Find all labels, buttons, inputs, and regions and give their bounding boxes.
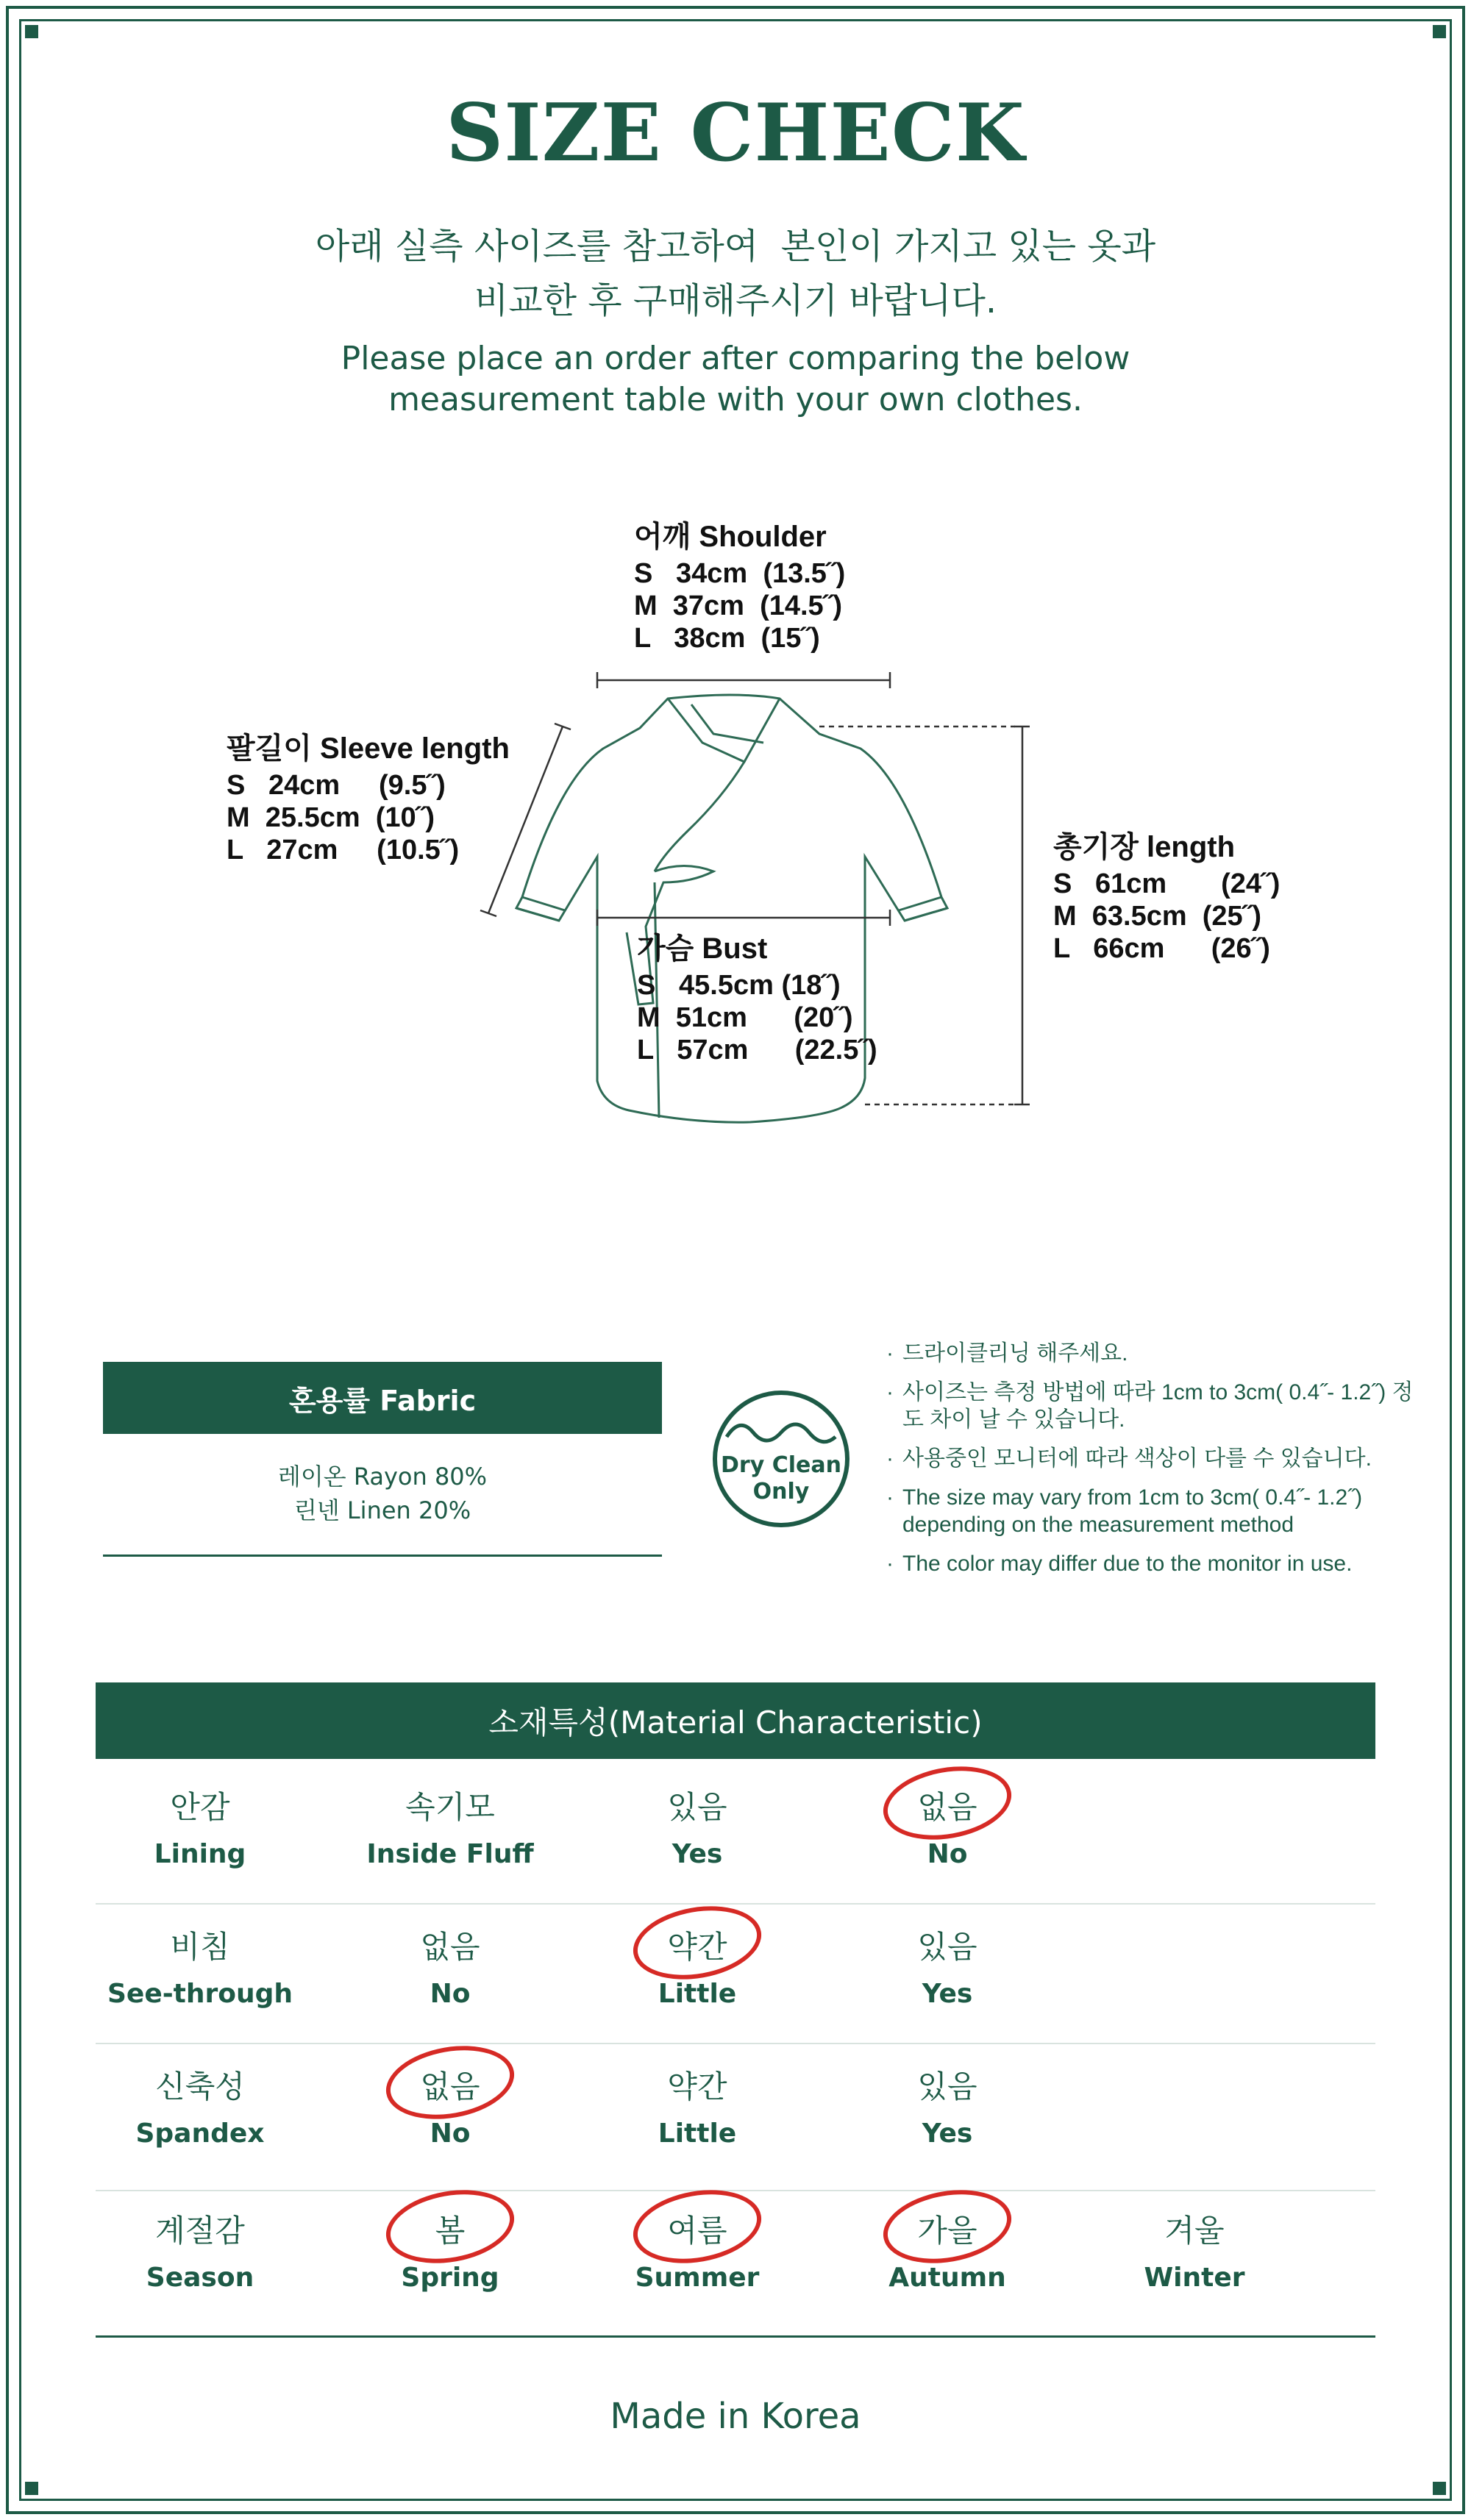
material-option-kr: 있음 xyxy=(917,1929,977,1965)
intro-korean xyxy=(0,219,1471,328)
material-option-en: No xyxy=(927,1839,968,1869)
material-row-label-en: Season xyxy=(146,2263,254,2293)
care-note: · The color may differ due to the monitor in use. xyxy=(886,1552,1353,1576)
corner-mark xyxy=(1433,25,1446,38)
material-option xyxy=(340,1928,560,2012)
material-option-en: Yes xyxy=(922,2119,973,2149)
sleeve-row-l: L 27cm (10.5˝) xyxy=(227,835,460,865)
corner-mark xyxy=(25,25,38,38)
material-option xyxy=(837,2068,1058,2152)
fabric-line-linen: 린넨 Linen 20% xyxy=(293,1496,471,1524)
material-option-en: Little xyxy=(658,1979,737,2009)
shoulder-row-s: S 34cm (13.5˝) xyxy=(634,558,846,589)
shoulder-row-m: M 37cm (14.5˝) xyxy=(634,590,842,621)
dry-clean-label-2: Only xyxy=(752,1479,810,1504)
material-row-label xyxy=(90,2212,310,2296)
garment-collar xyxy=(668,699,780,762)
bust-row-m: M 51cm (20˝) xyxy=(637,1002,853,1033)
material-option-kr: 겨울 xyxy=(1164,2213,1225,2249)
table-bottom-divider xyxy=(96,2335,1375,2338)
material-option-kr: 봄 xyxy=(435,2213,466,2249)
sleeve-row-s: S 24cm (9.5˝) xyxy=(227,770,446,801)
care-note: · 사이즈는 측정 방법에 따라 1cm to 3cm( 0.4˝- 1.2˝) 정도 차이 날 수 있습니다. xyxy=(886,1380,1414,1432)
intro-english-line1: Please place an order after comparing the below xyxy=(341,340,1130,377)
fabric-header: 혼용률 Fabric xyxy=(103,1362,662,1434)
length-measurements xyxy=(1053,831,1280,965)
table-row-divider xyxy=(96,2043,1375,2044)
material-row-label-kr: 신축성 xyxy=(155,2069,245,2105)
sleeve-measurements xyxy=(227,732,510,866)
dry-clean-label-1: Dry Clean xyxy=(721,1452,841,1478)
material-option-en: Spring xyxy=(401,2263,499,2293)
material-option xyxy=(1084,2212,1305,2296)
material-option-en: Summer xyxy=(635,2263,760,2293)
care-notes xyxy=(886,1340,1416,1589)
material-option-en: Yes xyxy=(672,1839,723,1869)
care-note: · 사용중인 모니터에 따라 색상이 다를 수 있습니다. xyxy=(886,1446,1372,1471)
bust-measure-line xyxy=(597,910,890,926)
care-note: · The size may vary from 1cm to 3cm( 0.4˝- 1.2˝) depending on the measurement method xyxy=(886,1485,1363,1537)
sleeve-header: 팔길이 Sleeve length xyxy=(227,732,510,765)
material-row-label xyxy=(90,2068,310,2152)
material-option xyxy=(587,1788,808,1872)
made-in-label: Made in Korea xyxy=(610,2396,861,2437)
material-option-kr: 약간 xyxy=(667,2069,727,2105)
material-option-en: No xyxy=(430,1979,471,2009)
material-option-en: Winter xyxy=(1144,2263,1245,2293)
material-option-kr: 있음 xyxy=(917,2069,977,2105)
material-option-kr: 여름 xyxy=(667,2213,727,2249)
shoulder-header: 어깨 Shoulder xyxy=(634,521,827,553)
material-option-kr: 없음 xyxy=(420,2069,480,2105)
length-row-s: S 61cm (24˝) xyxy=(1053,868,1281,899)
bust-header: 가슴 Bust xyxy=(637,932,768,965)
length-header: 총기장 length xyxy=(1053,831,1236,863)
material-row-label-kr: 계절감 xyxy=(155,2213,245,2249)
length-row-l: L 66cm (26˝) xyxy=(1053,933,1270,964)
material-option-kr: 속기모 xyxy=(405,1789,495,1825)
corner-mark xyxy=(25,2482,38,2495)
material-option-kr: 없음 xyxy=(917,1789,977,1825)
material-row-label-en: Spandex xyxy=(135,2119,265,2149)
material-option-kr: 있음 xyxy=(667,1789,727,1825)
material-option-kr: 없음 xyxy=(420,1929,480,1965)
garment-collar-band xyxy=(655,704,763,871)
material-row-label xyxy=(90,1788,310,1872)
material-row-label-en: Lining xyxy=(154,1839,246,1869)
material-header: 소재특성(Material Characteristic) xyxy=(96,1682,1375,1759)
intro-english-line2: measurement table with your own clothes. xyxy=(388,381,1083,418)
material-row-label-en: See-through xyxy=(107,1979,293,2009)
material-option xyxy=(340,1788,560,1872)
intro-korean-line2: 비교한 후 구매해주시기 바랍니다. xyxy=(474,280,997,321)
material-option-en: Yes xyxy=(922,1979,973,2009)
table-row-divider xyxy=(96,1903,1375,1905)
material-option xyxy=(587,2068,808,2152)
shoulder-measurements xyxy=(634,521,845,654)
table-row-divider xyxy=(96,2190,1375,2191)
material-row-label xyxy=(90,1928,310,2012)
dry-clean-icon xyxy=(710,1388,852,1530)
shoulder-row-l: L 38cm (15˝) xyxy=(634,623,820,654)
garment-sleeve-band-right xyxy=(899,897,947,921)
fabric-line-rayon: 레이온 Rayon 80% xyxy=(277,1463,488,1491)
garment-sleeve-band-left xyxy=(516,897,565,921)
material-row-label-kr: 비침 xyxy=(170,1929,230,1965)
material-row-label-kr: 안감 xyxy=(170,1789,230,1825)
bust-row-l: L 57cm (22.5˝) xyxy=(637,1035,877,1066)
bust-row-s: S 45.5cm (18˝) xyxy=(637,970,841,1001)
corner-mark xyxy=(1433,2482,1446,2495)
length-row-m: M 63.5cm (25˝) xyxy=(1053,901,1261,932)
bust-measurements xyxy=(637,932,877,1066)
intro-korean-line1: 아래 실측 사이즈를 참고하여 본인이 가지고 있는 옷과 xyxy=(315,226,1156,267)
material-option-en: Inside Fluff xyxy=(366,1839,534,1869)
material-option-en: Autumn xyxy=(888,2263,1006,2293)
sleeve-row-m: M 25.5cm (10˝) xyxy=(227,802,435,833)
material-option-en: Little xyxy=(658,2119,737,2149)
material-option-kr: 약간 xyxy=(667,1929,727,1965)
shoulder-measure-line xyxy=(597,672,890,688)
garment-diagram xyxy=(471,662,1030,1177)
care-note: · 드라이클리닝 해주세요. xyxy=(886,1341,1128,1366)
material-option-en: No xyxy=(430,2119,471,2149)
page-title: SIZE CHECK xyxy=(446,87,1025,179)
material-option xyxy=(837,1928,1058,2012)
material-option-kr: 가을 xyxy=(917,2213,977,2249)
fabric-divider xyxy=(103,1555,662,1557)
intro-english xyxy=(0,338,1471,421)
fabric-composition xyxy=(103,1460,662,1527)
